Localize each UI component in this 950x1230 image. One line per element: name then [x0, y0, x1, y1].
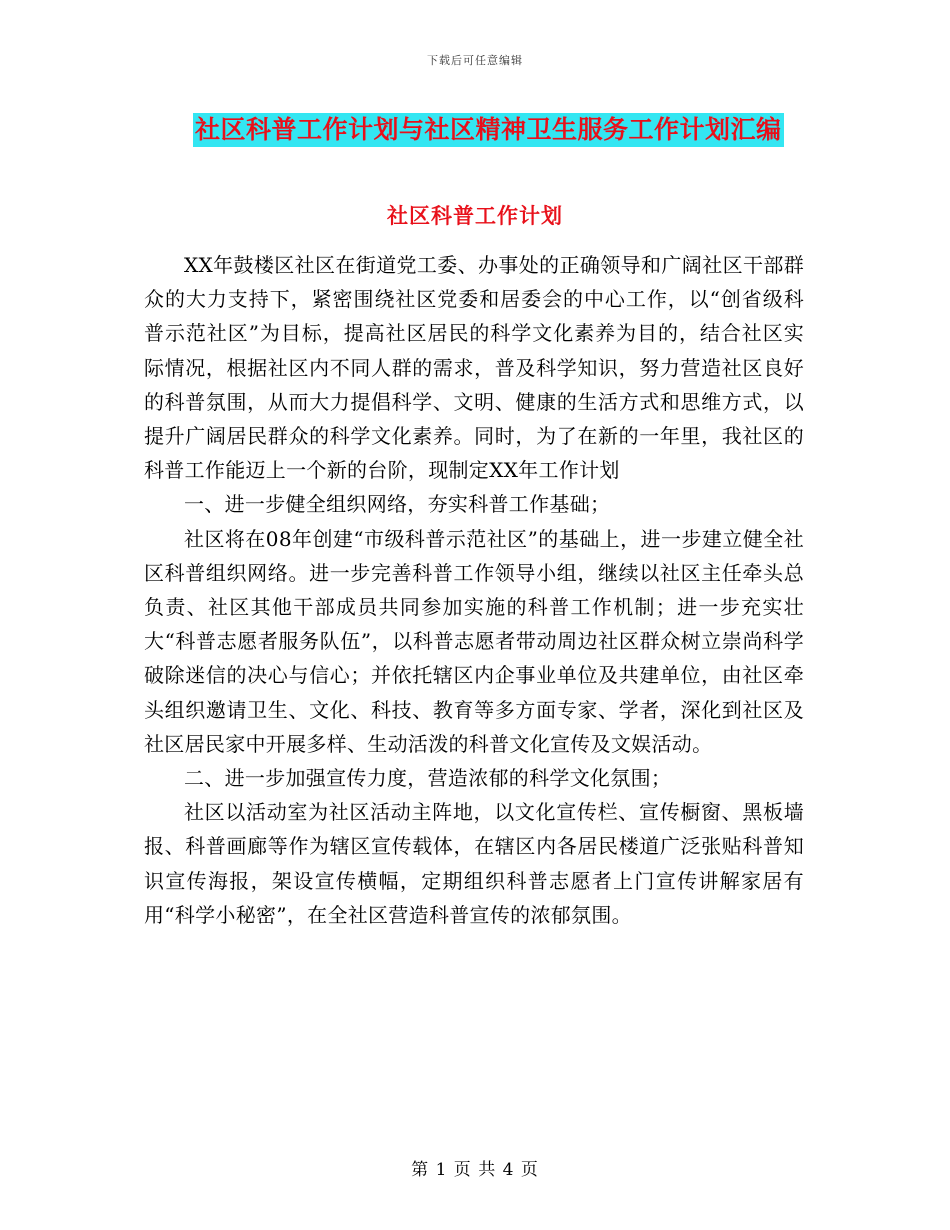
paragraph-heading-2: 二、进一步加强宣传力度，营造浓郁的科学文化氛围；	[184, 766, 672, 791]
paragraph-intro: XX年鼓楼区社区在街道党工委、办事处的正确领导和广阔社区干部群众的大力支持下，紧密围绕社区党委和居委会的中心工作，以“创省级科普示范社区”为目标，提高社区居民的科学文化素养为目的，结合社区实际情况，根据社区内不同人群的需求，普及科学知识，努力营造社区良好的科普氛围，从而大力提倡科学、文明、健康的生活方式和思维方式，以提升广阔居民群众的科学文化素养。同时，为了在新的一年里，我社区的科普工作能迈上一个新的台阶，现制定XX年工作计划	[144, 253, 804, 483]
paragraph-organization: 社区将在08年创建“市级科普示范社区”的基础上，进一步建立健全社区科普组织网络。进一步完善科普工作领导小组，继续以社区主任牵头总负责、社区其他干部成员共同参加实施的科普工作机制；进一步充实壮大“科普志愿者服务队伍”，以科普志愿者带动周边社区群众树立崇尚科学破除迷信的决心与信心；并依托辖区内企事业单位及共建单位，由社区牵头组织邀请卫生、文化、科技、教育等多方面专家、学者，深化到社区及社区居民家中开展多样、生动活泼的科普文化宣传及文娱活动。	[144, 526, 804, 756]
document-title: 社区科普工作计划与社区精神卫生服务工作计划汇编	[193, 113, 784, 147]
paragraph-publicity: 社区以活动室为社区活动主阵地，以文化宣传栏、宣传橱窗、黑板墙报、科普画廊等作为辖区宣传载体，在辖区内各居民楼道广泛张贴科普知识宣传海报，架设宣传横幅，定期组织科普志愿者上门宣传讲解家居有用“科学小秘密”，在全社区营造科普宣传的浓郁氛围。	[144, 800, 804, 927]
paragraph-heading-1: 一、进一步健全组织网络，夯实科普工作基础；	[184, 492, 611, 517]
header-note: 下载后可任意编辑	[427, 54, 523, 67]
document-body	[144, 248, 804, 932]
page-number: 第 1 页 共 4 页	[411, 1160, 539, 1180]
section-title: 社区科普工作计划	[387, 203, 563, 228]
